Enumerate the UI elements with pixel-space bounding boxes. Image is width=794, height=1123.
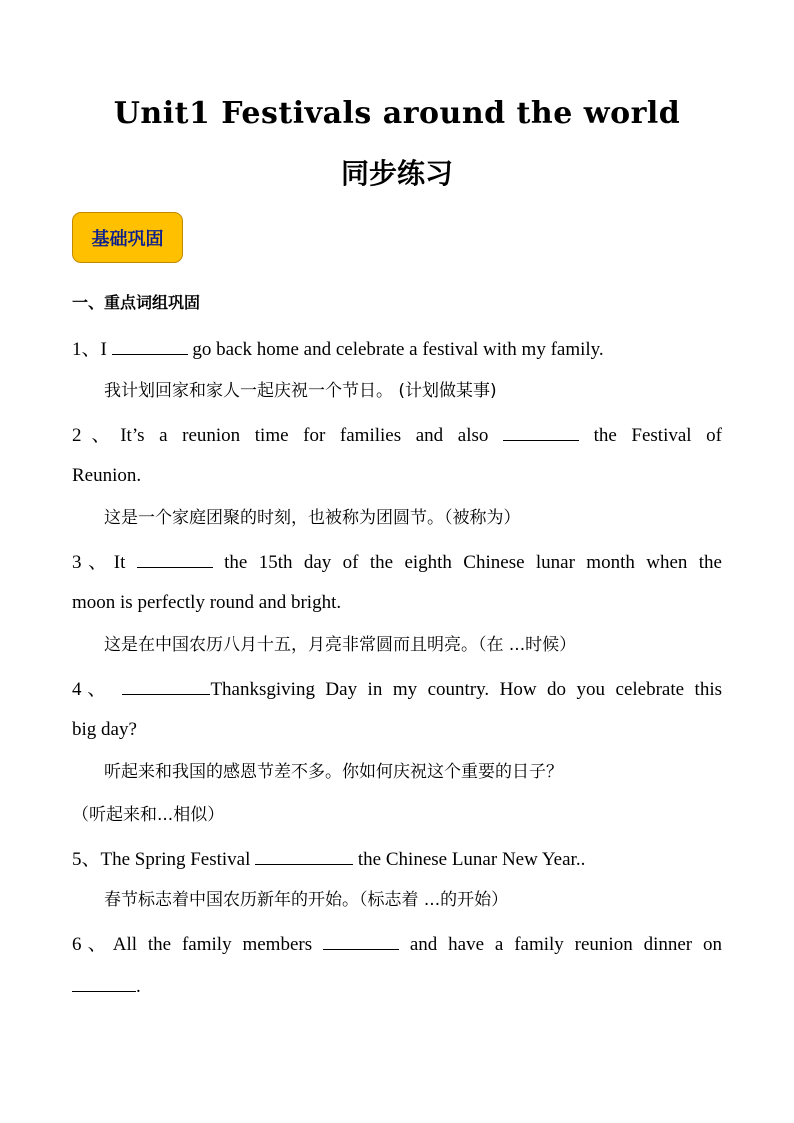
section-heading: 一、重点词组巩固 bbox=[72, 293, 201, 312]
question-number: 3、 bbox=[72, 552, 114, 573]
answer-blank[interactable] bbox=[122, 676, 210, 695]
question-6-line-2: . bbox=[72, 973, 722, 999]
answer-blank[interactable] bbox=[503, 422, 579, 441]
question-1-translation: 我计划回家和家人一起庆祝一个节日。 (计划做某事) bbox=[104, 381, 497, 401]
section-badge bbox=[72, 212, 183, 263]
question-6-line-1: 6、All the family members and have a family reunion dinner on bbox=[72, 931, 722, 957]
question-1: 1、I go back home and celebrate a festival with my family. bbox=[72, 336, 722, 362]
page-title: Unit1 Festivals around the world bbox=[113, 96, 681, 131]
answer-blank[interactable] bbox=[255, 846, 353, 865]
question-5: 5、The Spring Festival the Chinese Lunar New Year.. bbox=[72, 846, 722, 872]
answer-blank[interactable] bbox=[137, 549, 213, 568]
question-2-line-2: Reunion. bbox=[72, 465, 142, 486]
answer-blank[interactable] bbox=[323, 931, 399, 950]
question-number: 5、 bbox=[72, 849, 101, 870]
question-number: 4、 bbox=[72, 679, 112, 700]
question-number: 2、 bbox=[72, 425, 121, 446]
question-5-translation: 春节标志着中国农历新年的开始。（标志着 ...的开始） bbox=[104, 890, 509, 910]
question-3-line-1: 3、It the 15th day of the eighth Chinese lunar month when the bbox=[72, 549, 722, 575]
question-number: 6、 bbox=[72, 934, 113, 955]
question-3-translation: 这是在中国农历八月十五，月亮非常圆而且明亮。（在 ...时候） bbox=[104, 635, 577, 655]
section-badge-label: 基础巩固 bbox=[91, 228, 164, 250]
question-number: 1、 bbox=[72, 339, 101, 360]
question-3-line-2: moon is perfectly round and bright. bbox=[72, 592, 342, 613]
answer-blank[interactable] bbox=[72, 973, 136, 992]
question-4-translation-2: （听起来和...相似） bbox=[72, 805, 225, 825]
answer-blank[interactable] bbox=[112, 336, 188, 355]
question-4-line-2: big day? bbox=[72, 719, 137, 740]
question-2-translation: 这是一个家庭团聚的时刻，也被称为团圆节。（被称为） bbox=[104, 508, 521, 528]
question-4-line-1: 4、 Thanksgiving Day in my country. How do you celebrate this bbox=[72, 676, 722, 702]
question-2-line-1: 2、It’s a reunion time for families and also the Festival of bbox=[72, 422, 722, 448]
question-4-translation-1: 听起来和我国的感恩节差不多。你如何庆祝这个重要的日子？ bbox=[104, 762, 563, 782]
page-subtitle: 同步练习 bbox=[340, 157, 453, 190]
